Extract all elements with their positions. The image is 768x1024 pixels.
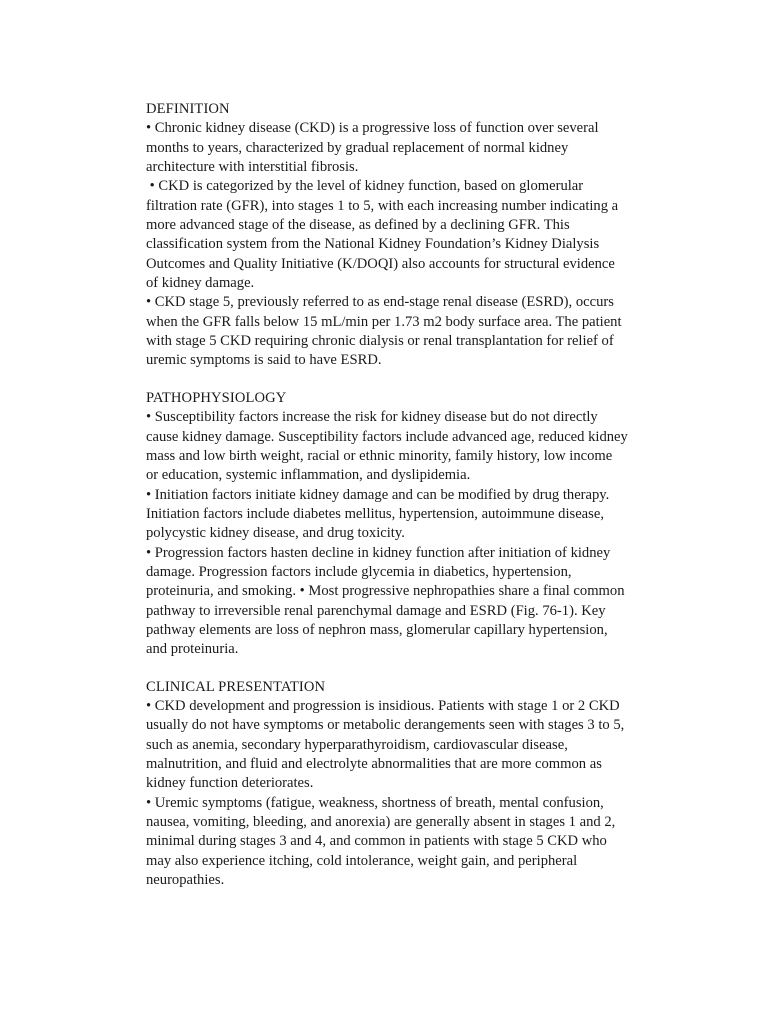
paragraph: • Susceptibility factors increase the risk for kidney disease but do not directly cause kidney damage. Susceptibility factors include advanced age, reduced kidney mass and low birth weight, racial or ethnic minority, family history, low income or education, systemic inflammation, and dyslipidemia. bbox=[146, 409, 628, 484]
paragraph: • Progression factors hasten decline in kidney function after initiation of kidney damage. Progression factors include glycemia in diabetics, hypertension, proteinuria, and smoking. • Most progressive nephropathies share a final common pathway to irreversible renal parenchymal damage and ESRD (Fig. 76-1). Key pathway elements are loss of nephron mass, glomerular capillary hypertension, and proteinuria. bbox=[146, 544, 625, 658]
paragraph: • CKD development and progression is insidious. Patients with stage 1 or 2 CKD usually do not have symptoms or metabolic derangements seen with stages 3 to 5, such as anemia, secondary hyperparathyroidism, cardiovascular disease, malnutrition, and fluid and electrolyte abnormalities that are more common as kidney function deteriorates. bbox=[146, 697, 625, 792]
section-heading: PATHOPHYSIOLOGY bbox=[146, 389, 287, 406]
section-heading: CLINICAL PRESENTATION bbox=[146, 678, 326, 695]
paragraph: • CKD is categorized by the level of kidney function, based on glomerular filtration rate (GFR), into stages 1 to 5, with each increasing number indicating a more advanced stage of the disease, as defined by a declining GFR. This classification system from the National Kidney Foundation’s Kidney Dialysis Outcomes and Quality Initiative (K/DOQI) also accounts for structural evidence of kidney damage. bbox=[146, 178, 619, 292]
section-clinical-presentation bbox=[146, 678, 646, 891]
section-definition bbox=[146, 100, 646, 371]
paragraph: • Chronic kidney disease (CKD) is a progressive loss of function over several months to years, characterized by gradual replacement of normal kidney architecture with interstitial fibrosis. bbox=[146, 120, 599, 176]
paragraph: • Initiation factors initiate kidney damage and can be modified by drug therapy. Initiation factors include diabetes mellitus, hypertension, autoimmune disease, polycystic kidney disease, and drug toxicity. bbox=[146, 486, 610, 542]
paragraph: • Uremic symptoms (fatigue, weakness, shortness of breath, mental confusion, nausea, vomiting, bleeding, and anorexia) are generally absent in stages 1 and 2, minimal during stages 3 and 4, and common in patients with stage 5 CKD who may also experience itching, cold intolerance, weight gain, and peripheral neuropathies. bbox=[146, 794, 616, 889]
section-pathophysiology bbox=[146, 389, 646, 660]
paragraph: • CKD stage 5, previously referred to as end-stage renal disease (ESRD), occurs when the GFR falls below 15 mL/min per 1.73 m2 body surface area. The patient with stage 5 CKD requiring chronic dialysis or renal transplantation for relief of uremic symptoms is said to have ESRD. bbox=[146, 294, 622, 369]
document-page bbox=[146, 100, 646, 890]
section-heading: DEFINITION bbox=[146, 101, 230, 117]
